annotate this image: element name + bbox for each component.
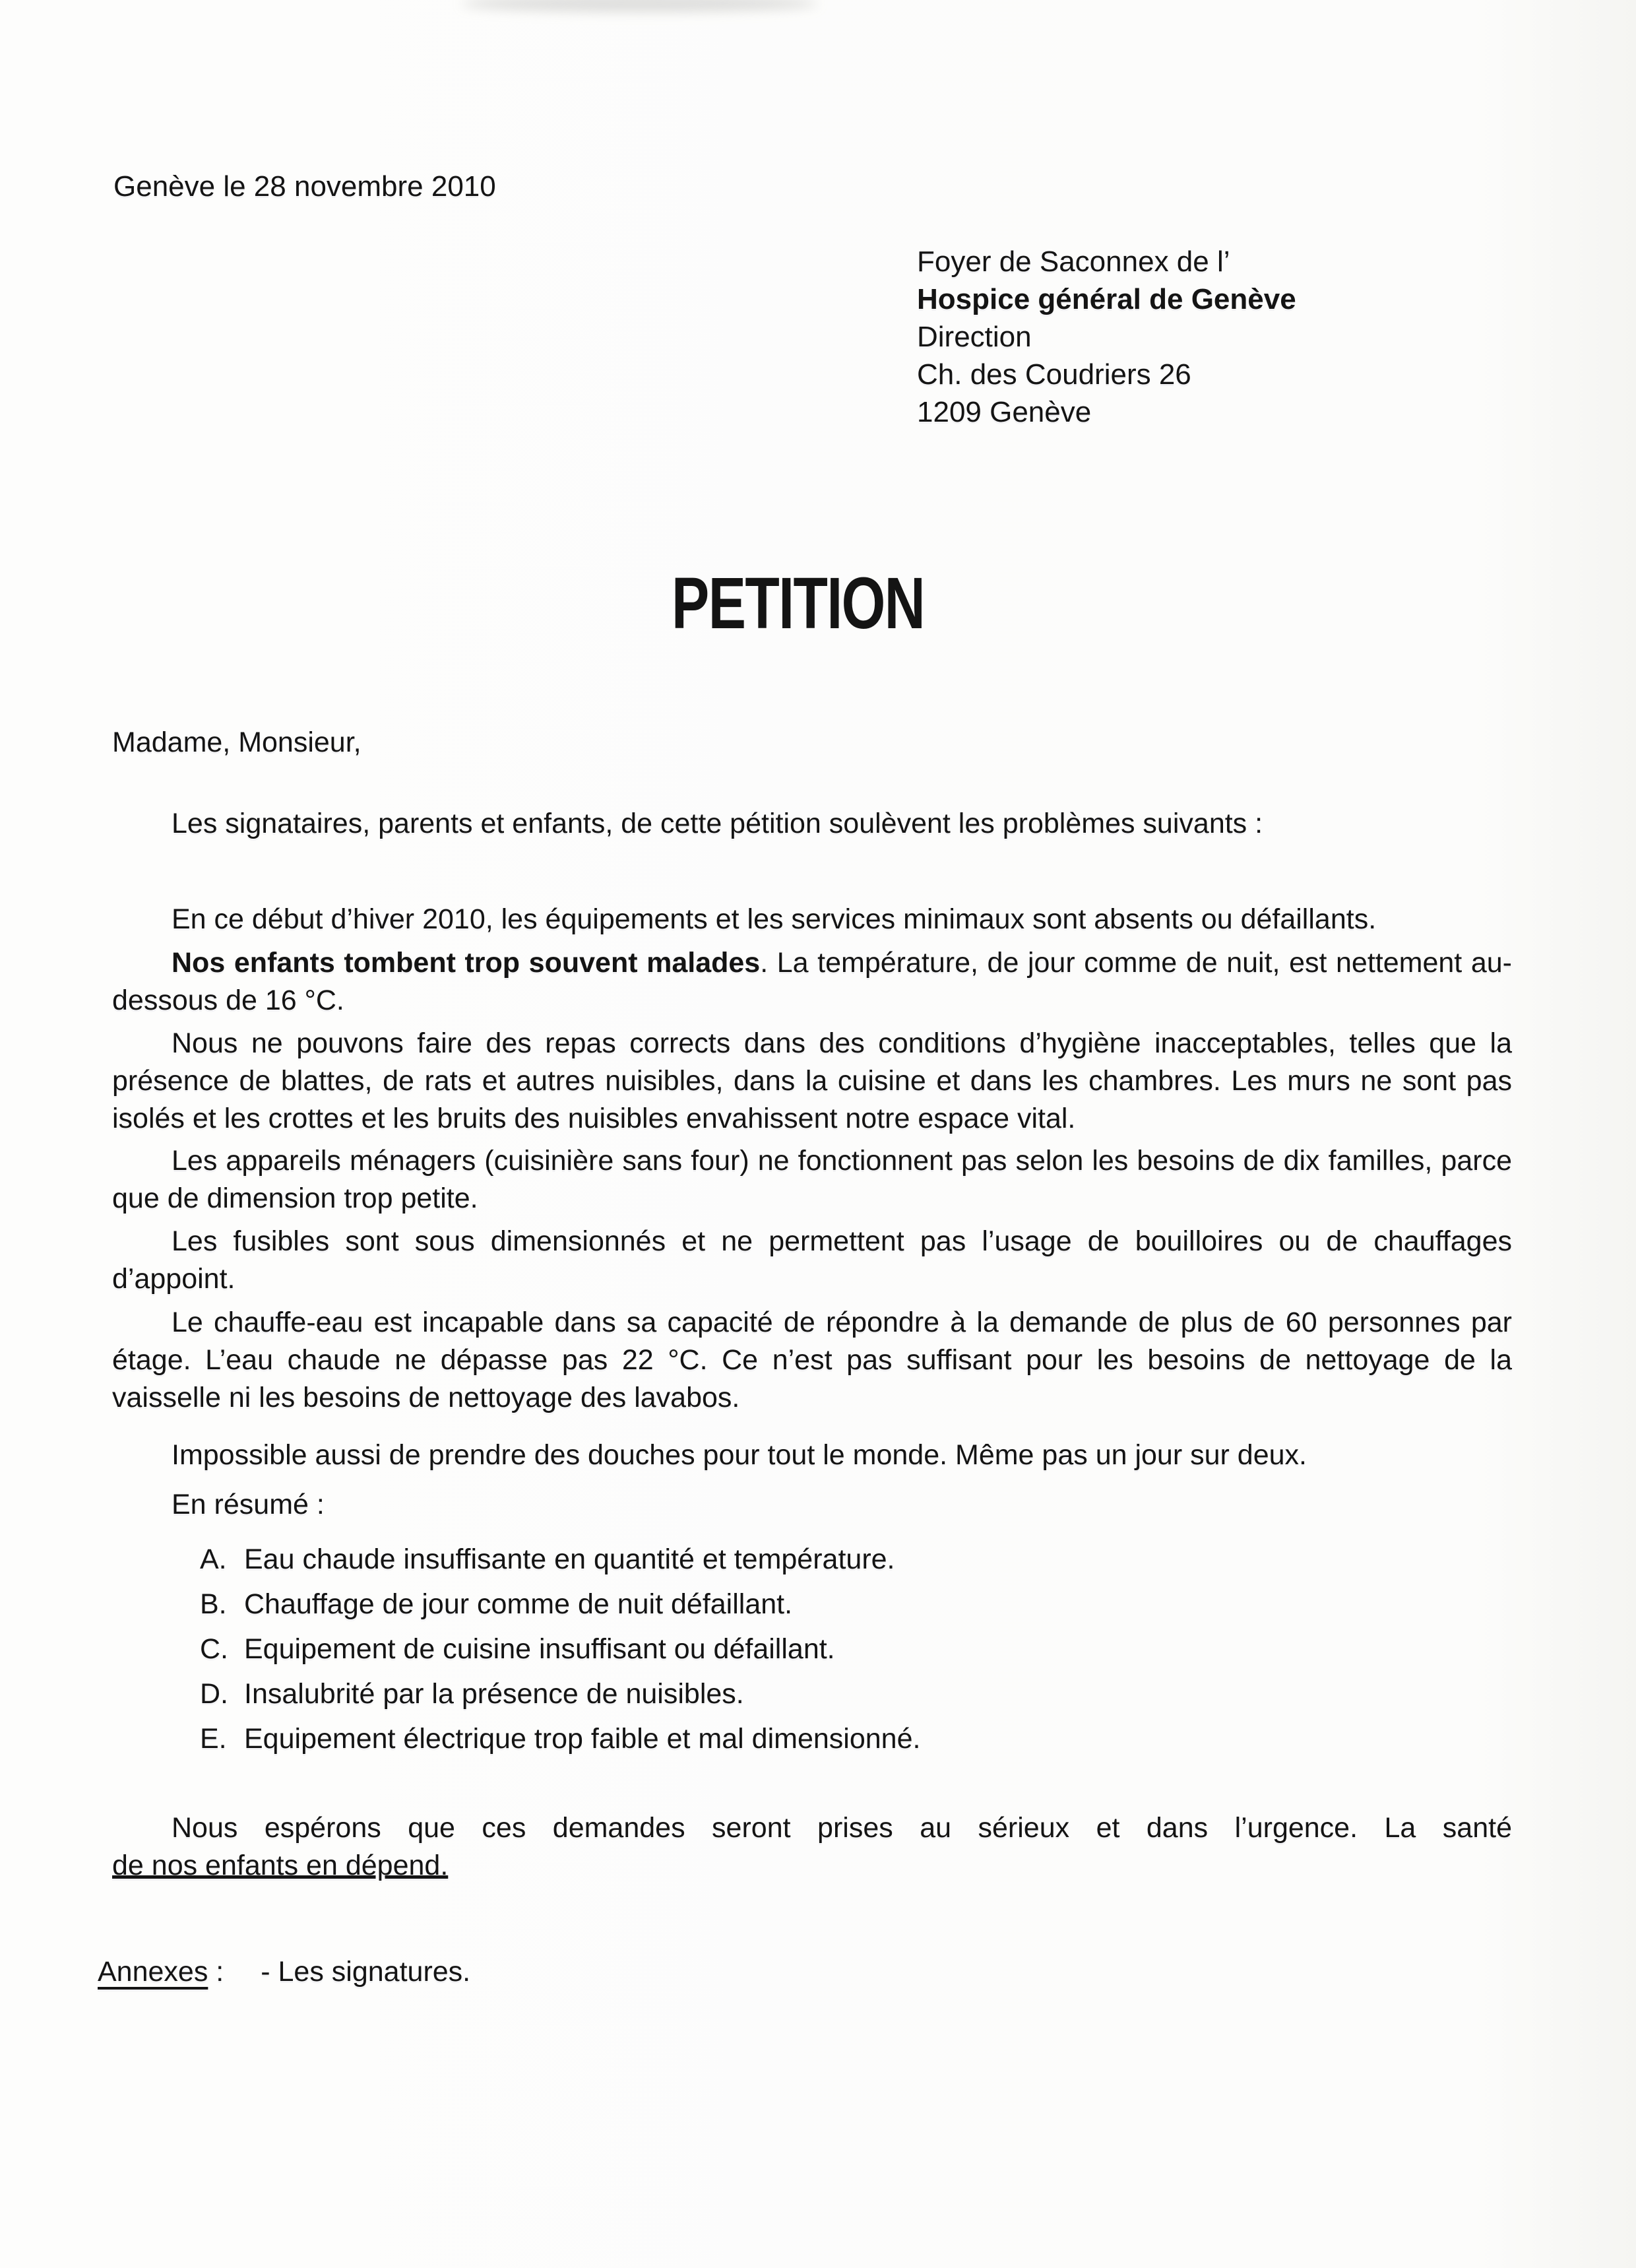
document-title-wrap [0,561,1636,647]
closing-paragraph [112,1809,1512,1885]
summary-item-c [200,1627,1512,1671]
summary-item-d-text: Insalubrité par la présence de nuisibles. [244,1678,744,1710]
summary-item-c-text: Equipement de cuisine insuffisant ou défaillant. [244,1633,835,1665]
recipient-line-2: Hospice général de Genève [917,283,1296,315]
body-paragraph-1: En ce début d’hiver 2010, les équipements et les services minimaux sont absents ou défaillants. [172,903,1377,935]
recipient-line-5: 1209 Genève [917,396,1092,428]
salutation: Madame, Monsieur, [112,727,362,758]
summary-item-b-text: Chauffage de jour comme de nuit défaillant. [244,1588,793,1620]
summary-item-b [200,1582,1512,1627]
body-paragraph-7: Impossible aussi de prendre des douches pour tout le monde. Même pas un jour sur deux. [172,1439,1307,1471]
annexes-label: Annexes [98,1956,208,1988]
summary-item-a-text: Eau chaude insuffisante en quantité et température. [244,1543,895,1575]
summary-item-b-marker: B. [200,1588,227,1620]
paragraph-2-bold-text: Nos enfants tombent trop souvent malades [172,947,761,979]
date-line: Genève le 28 novembre 2010 [113,170,496,203]
summary-item-c-marker: C. [200,1633,228,1665]
summary-item-d-marker: D. [200,1678,228,1710]
annexes-value: - Les signatures. [261,1956,471,1988]
body-paragraph-4: Les appareils ménagers (cuisinière sans four) ne fonctionnent pas selon les besoins de dix familles, parce que de dimension trop petite. [112,1145,1512,1214]
summary-item-e-text: Equipement électrique trop faible et mal dimensionné. [244,1723,921,1755]
summary-heading: En résumé : [172,1489,325,1520]
paragraph-2-regular-text: . La température, de jour comme de nuit, est nettement au-dessous de 16 °C. [112,947,1512,1016]
body-paragraph-6: Le chauffe-eau est incapable dans sa capacité de répondre à la demande de plus de 60 personnes par étage. L’eau chaude ne dépasse pas 22 °C. Ce n’est pas suffisant pour les besoins de nettoyage de la vaisselle ni les besoins de nettoyage des lavabos. [112,1307,1512,1413]
summary-item-a [200,1537,1512,1582]
summary-item-a-marker: A. [200,1543,227,1575]
closing-line-1: Nous espérons que ces demandes seront prises au sérieux et dans l’urgence. La santé [172,1812,1512,1844]
body-paragraph-2 [112,944,1512,1020]
annexes-row [98,1953,1512,1991]
summary-list [200,1537,1512,1761]
summary-item-e [200,1716,1512,1761]
body-paragraph-5: Les fusibles sont sous dimensionnés et ne permettent pas l’usage de bouilloires ou de chauffages d’appoint. [112,1225,1512,1295]
recipient-line-1: Foyer de Saconnex de l’ [917,245,1230,278]
recipient-address-block [917,243,1296,431]
letter-body [98,724,1512,1991]
body-paragraph-3: Nous ne pouvons faire des repas corrects dans des conditions d’hygiène inacceptables, telles que la présence de blattes, de rats et autres nuisibles, dans la cuisine et dans les chambres. Les murs ne sont pas isolés et les crottes et les bruits des nuisibles envahissent notre espace vital. [112,1027,1512,1134]
annexes-colon: : [208,1956,224,1988]
intro-line: Les signataires, parents et enfants, de cette pétition soulèvent les problèmes suivants : [172,808,1263,839]
summary-item-d [200,1671,1512,1716]
closing-underlined-text: de nos enfants en dépend. [112,1850,449,1881]
recipient-line-4: Ch. des Coudriers 26 [917,358,1191,391]
recipient-line-3: Direction [917,321,1032,353]
document-title: PETITION [672,563,925,644]
closing-line-2 [112,1847,1512,1885]
scan-artifact-smudge [462,0,818,12]
summary-item-e-marker: E. [200,1723,227,1755]
